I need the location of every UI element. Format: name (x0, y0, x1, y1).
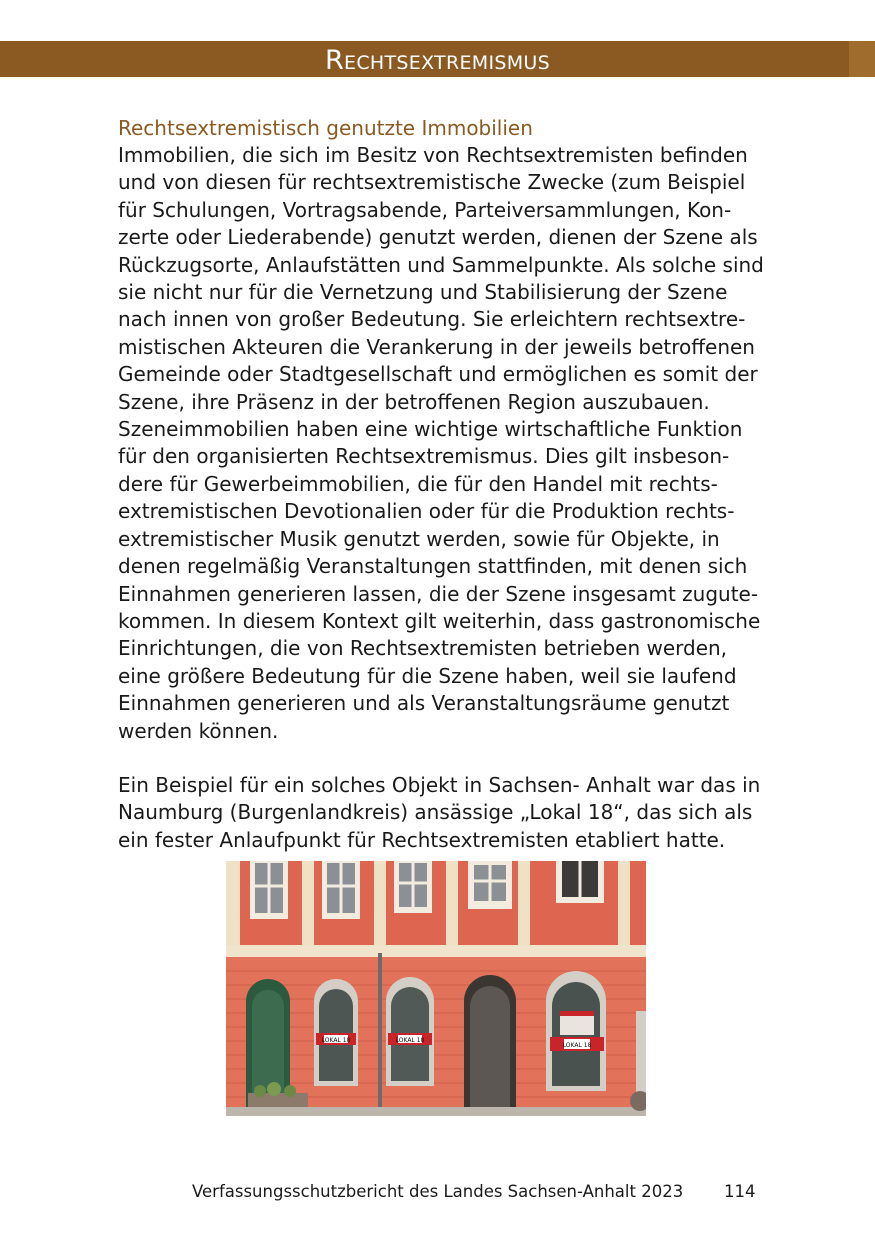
building-facade-illustration (226, 861, 646, 1116)
text-line: Einnahmen generieren und als Veranstaltungsräume genutzt (118, 691, 730, 716)
text-line: Rückzugsorte, Anlaufstätten und Sammelpunkte. Als solche sind (118, 252, 764, 277)
text-line: zerte oder Liederabende) genutzt werden, dienen der Szene als (118, 225, 758, 250)
chapter-header-bar (0, 41, 875, 77)
text-line: extremistischen Devotionalien oder für die Produktion rechts- (118, 499, 735, 524)
chapter-title: Rechtsextremismus (324, 45, 550, 76)
main-content (118, 115, 768, 854)
text-line: nach innen von großer Bedeutung. Sie erleichtern rechtsextre- (118, 307, 746, 332)
text-line: Einrichtungen, die von Rechtsextremisten betrieben werden, (118, 636, 728, 661)
text-line: und von diesen für rechtsextremistische Zwecke (zum Beispiel (118, 170, 746, 195)
paragraph-1 (118, 142, 768, 745)
text-line: Immobilien, die sich im Besitz von Rechtsextremisten befinden (118, 143, 748, 167)
paragraph-gap (118, 745, 768, 772)
text-line: Szeneimmobilien haben eine wichtige wirtschaftliche Funktion (118, 417, 743, 442)
text-line: sie nicht nur für die Vernetzung und Stabilisierung der Szene (118, 280, 728, 305)
text-line: Gemeinde oder Stadtgesellschaft und ermöglichen es somit der (118, 362, 758, 387)
text-line: für Schulungen, Vortragsabende, Parteiversammlungen, Kon- (118, 197, 732, 222)
text-line: Szene, ihre Präsenz in der betroffenen Region auszubauen. (118, 389, 710, 414)
text-line: kommen. In diesem Kontext gilt weiterhin, dass gastronomische (118, 608, 761, 633)
sign-label: LOKAL 18 (395, 1037, 425, 1044)
building-photo (226, 861, 646, 1116)
page-number: 114 (724, 1182, 756, 1201)
text-line: werden können. (118, 718, 279, 743)
text-line: Ein Beispiel für ein solches Objekt in Sachsen- Anhalt war das in (118, 772, 761, 797)
text-line: ein fester Anlaufpunkt für Rechtsextremisten etabliert hatte. (118, 827, 726, 852)
text-line: Naumburg (Burgenlandkreis) ansässige „Lokal 18“, das sich als (118, 800, 753, 825)
sign-label: LOKAL 18 (562, 1042, 592, 1049)
text-line: extremistischer Musik genutzt werden, sowie für Objekte, in (118, 526, 720, 551)
paragraph-2 (118, 772, 768, 854)
text-line: mistischen Akteuren die Verankerung in der jeweils betroffenen (118, 334, 755, 359)
text-line: Einnahmen generieren lassen, die der Szene insgesamt zugute- (118, 581, 759, 606)
text-line: dere für Gewerbeimmobilien, die für den Handel mit rechts- (118, 471, 718, 496)
text-line: eine größere Bedeutung für die Szene haben, weil sie laufend (118, 663, 737, 688)
text-line: denen regelmäßig Veranstaltungen stattfinden, mit denen sich (118, 554, 748, 579)
sign-label: LOKAL 18 (321, 1037, 351, 1044)
text-line: für den organisierten Rechtsextremismus. Dies gilt insbeson- (118, 444, 730, 469)
footer-title: Verfassungsschutzbericht des Landes Sachsen-Anhalt 2023 (192, 1182, 684, 1201)
section-heading: Rechtsextremistisch genutzte Immobilien (118, 116, 533, 140)
